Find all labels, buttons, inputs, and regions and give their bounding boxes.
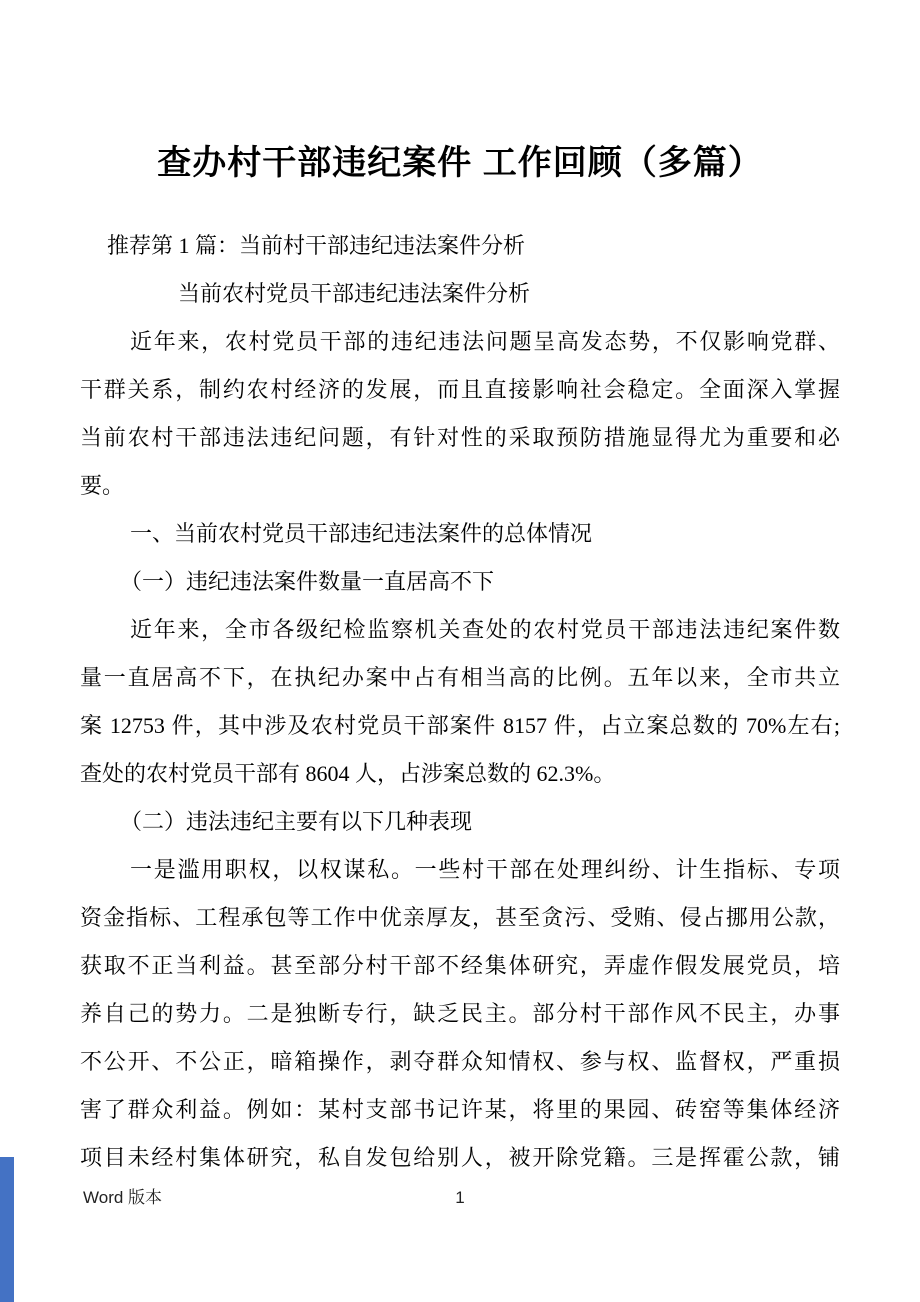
footer-word-version-label: Word 版本	[83, 1188, 163, 1207]
document-line: 不公开、不公正，暗箱操作，剥夺群众知情权、参与权、监督权，严重损	[80, 1049, 840, 1074]
document-line: 当前农村干部违法违纪问题，有针对性的采取预防措施显得尤为重要和必	[80, 425, 840, 450]
document-line: 获取不正当利益。甚至部分村干部不经集体研究，弄虚作假发展党员，培	[80, 953, 840, 978]
document-line: （二）违法违纪主要有以下几种表现	[120, 809, 473, 834]
document-line: 案 12753 件，其中涉及农村党员干部案件 8157 件，占立案总数的 70%左右;	[80, 713, 840, 738]
document-line: 资金指标、工程承包等工作中优亲厚友，甚至贪污、受贿、侵占挪用公款，	[80, 905, 840, 930]
document-line: 要。	[80, 473, 125, 498]
document-body	[80, 222, 840, 1182]
document-line: 项目未经村集体研究，私自发包给别人，被开除党籍。三是挥霍公款，铺	[80, 1145, 840, 1170]
left-edge-blue-bar	[0, 1157, 14, 1302]
document-line: 当前农村党员干部违纪违法案件分析	[178, 281, 531, 306]
document-line: 量一直居高不下，在执纪办案中占有相当高的比例。五年以来，全市共立	[80, 665, 840, 690]
document-line: 近年来，农村党员干部的违纪违法问题呈高发态势，不仅影响党群、	[130, 329, 840, 354]
document-line: 养自己的势力。二是独断专行，缺乏民主。部分村干部作风不民主，办事	[80, 1001, 840, 1026]
document-line: 害了群众利益。例如：某村支部书记许某，将里的果园、砖窑等集体经济	[80, 1097, 840, 1122]
document-line: 推荐第 1 篇：当前村干部违纪违法案件分析	[107, 233, 526, 258]
document-line: （一）违纪违法案件数量一直居高不下	[120, 569, 495, 594]
footer-page-number: 1	[455, 1188, 465, 1207]
document-line: 查处的农村党员干部有 8604 人，占涉案总数的 62.3%。	[80, 761, 616, 786]
document-line: 近年来，全市各级纪检监察机关查处的农村党员干部违法违纪案件数	[130, 617, 840, 642]
document-line: 干群关系，制约农村经济的发展，而且直接影响社会稳定。全面深入掌握	[80, 377, 840, 402]
document-line: 一是滥用职权，以权谋私。一些村干部在处理纠纷、计生指标、专项	[130, 857, 840, 882]
document-title: 查办村干部违纪案件 工作回顾（多篇）	[157, 144, 763, 182]
document-line: 一、当前农村党员干部违纪违法案件的总体情况	[130, 521, 593, 546]
